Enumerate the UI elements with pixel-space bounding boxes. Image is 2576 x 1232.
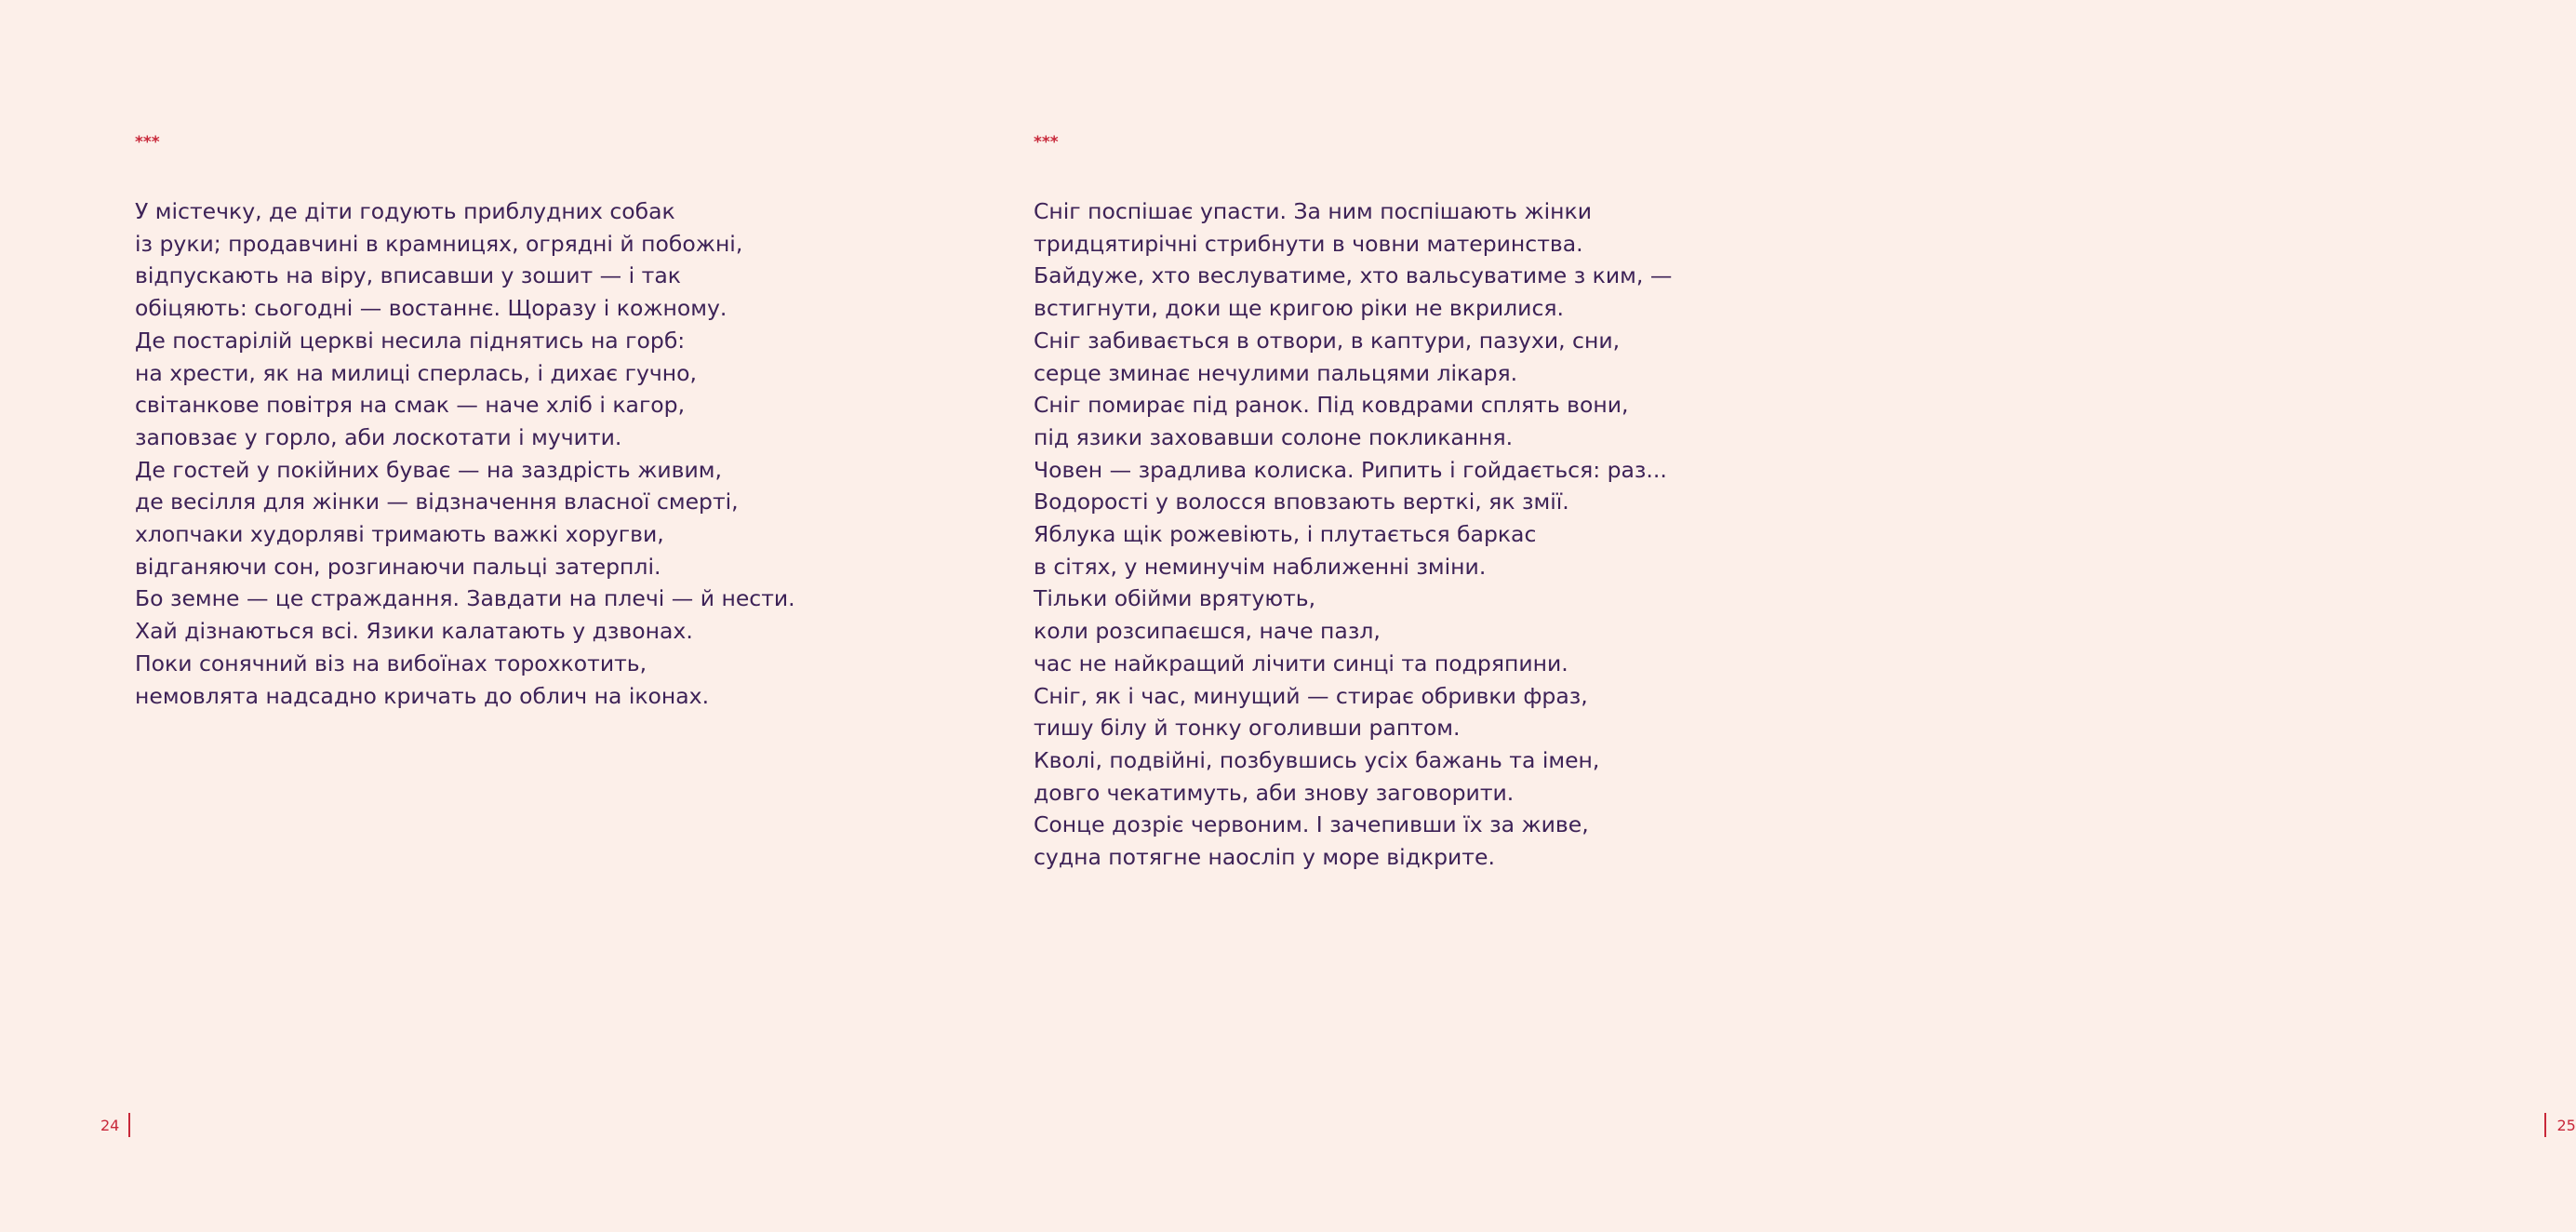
poem-line: тишу білу й тонку оголивши раптом. bbox=[1034, 715, 1461, 742]
poem-line: встигнути, доки ще кригою ріки не вкрилися. bbox=[1034, 295, 1564, 322]
poem-line: хлопчаки худорляві тримають важкі хоругви, bbox=[135, 521, 664, 548]
poem-line: Де постарілій церкві несила піднятись на горб: bbox=[135, 327, 686, 354]
poem-line: довго чекатимуть, аби знову заговорити. bbox=[1034, 779, 1515, 806]
page-number-footer bbox=[2544, 1113, 2576, 1137]
poem-line: час не найкращий лічити синці та подряпини. bbox=[1034, 649, 1568, 676]
poem-line: Бо земне — це страждання. Завдати на плечі — й нести. bbox=[135, 585, 795, 612]
poem-line: Сніг помирає під ранок. Під ковдрами сплять вони, bbox=[1034, 392, 1629, 419]
left-page bbox=[0, 0, 893, 1232]
poem-line: Хай дізнаються всі. Язики калатають у дзвонах. bbox=[135, 618, 693, 645]
poem-line: в сітях, у неминучім наближенні зміни. bbox=[1034, 553, 1487, 580]
poem-line: Поки сонячний віз на вибоїнах торохкотить, bbox=[135, 649, 647, 676]
poem-line: Водорості у волосся вповзають верткі, як змії. bbox=[1034, 489, 1569, 516]
poem-line: У містечку, де діти годують приблудних собак bbox=[135, 198, 675, 224]
section-ornament: *** bbox=[135, 133, 160, 152]
poem-line: де весілля для жінки — відзначення власної смерті, bbox=[135, 489, 739, 516]
poem-line: обіцяють: сьогодні — востаннє. Щоразу і кожному. bbox=[135, 295, 727, 322]
poem-line: на хрести, як на милиці сперлась, і дихає гучно, bbox=[135, 359, 698, 386]
poem-line: Сніг поспішає упасти. За ним поспішають жінки bbox=[1034, 198, 1592, 224]
poem-line: Сонце дозріє червоним. І зачепивши їх за живе, bbox=[1034, 811, 1589, 838]
poem-line: відпускають на віру, вписавши у зошит — і так bbox=[135, 262, 681, 289]
section-ornament: *** bbox=[1034, 133, 1059, 152]
page-number-footer bbox=[100, 1113, 130, 1137]
poem-line: серце зминає нечулими пальцями лікаря. bbox=[1034, 359, 1518, 386]
poem-text bbox=[135, 195, 795, 712]
poem-line: із руки; продавчині в крамницях, огрядні й побожні, bbox=[135, 230, 743, 257]
poem-line: під язики заховавши солоне покликання. bbox=[1034, 423, 1514, 450]
poem-line: Сніг, як і час, минущий — стирає обривки фраз, bbox=[1034, 682, 1588, 709]
poem-line: заповзає у горло, аби лоскотати і мучити. bbox=[135, 423, 622, 450]
poem-line: судна потягне наосліп у море відкрите. bbox=[1034, 844, 1495, 871]
poem-line: світанкове повітря на смак — наче хліб і кагор, bbox=[135, 392, 686, 419]
poem-line: Човен — зрадлива колиска. Рипить і гойдається: раз... bbox=[1034, 456, 1667, 483]
folio-divider bbox=[2544, 1113, 2546, 1137]
poem-line: Тільки обійми врятують, bbox=[1034, 585, 1316, 612]
poem-line: Сніг забивається в отвори, в каптури, пазухи, сни, bbox=[1034, 327, 1621, 354]
poem-line: коли розсипаєшся, наче пазл, bbox=[1034, 618, 1381, 645]
poem-line: тридцятирічні стрибнути в човни материнства. bbox=[1034, 230, 1583, 257]
poem-line: Яблука щік рожевіють, і плутається баркас bbox=[1034, 521, 1537, 548]
page-number: 25 bbox=[2556, 1116, 2576, 1134]
poem-line: немовлята надсадно кричать до облич на іконах. bbox=[135, 682, 710, 709]
poem-line: Де гостей у покійних буває — на заздрість живим, bbox=[135, 456, 722, 483]
right-page bbox=[893, 0, 2576, 1232]
poem-line: Кволі, подвійні, позбувшись усіх бажань та імен, bbox=[1034, 746, 1600, 773]
page-number: 24 bbox=[100, 1116, 120, 1134]
folio-divider bbox=[128, 1113, 130, 1137]
poem-line: відганяючи сон, розгинаючи пальці затерплі. bbox=[135, 553, 661, 580]
poem-line: Байдуже, хто веслуватиме, хто вальсуватиме з ким, — bbox=[1034, 262, 1673, 289]
poem-text bbox=[1034, 195, 1672, 874]
